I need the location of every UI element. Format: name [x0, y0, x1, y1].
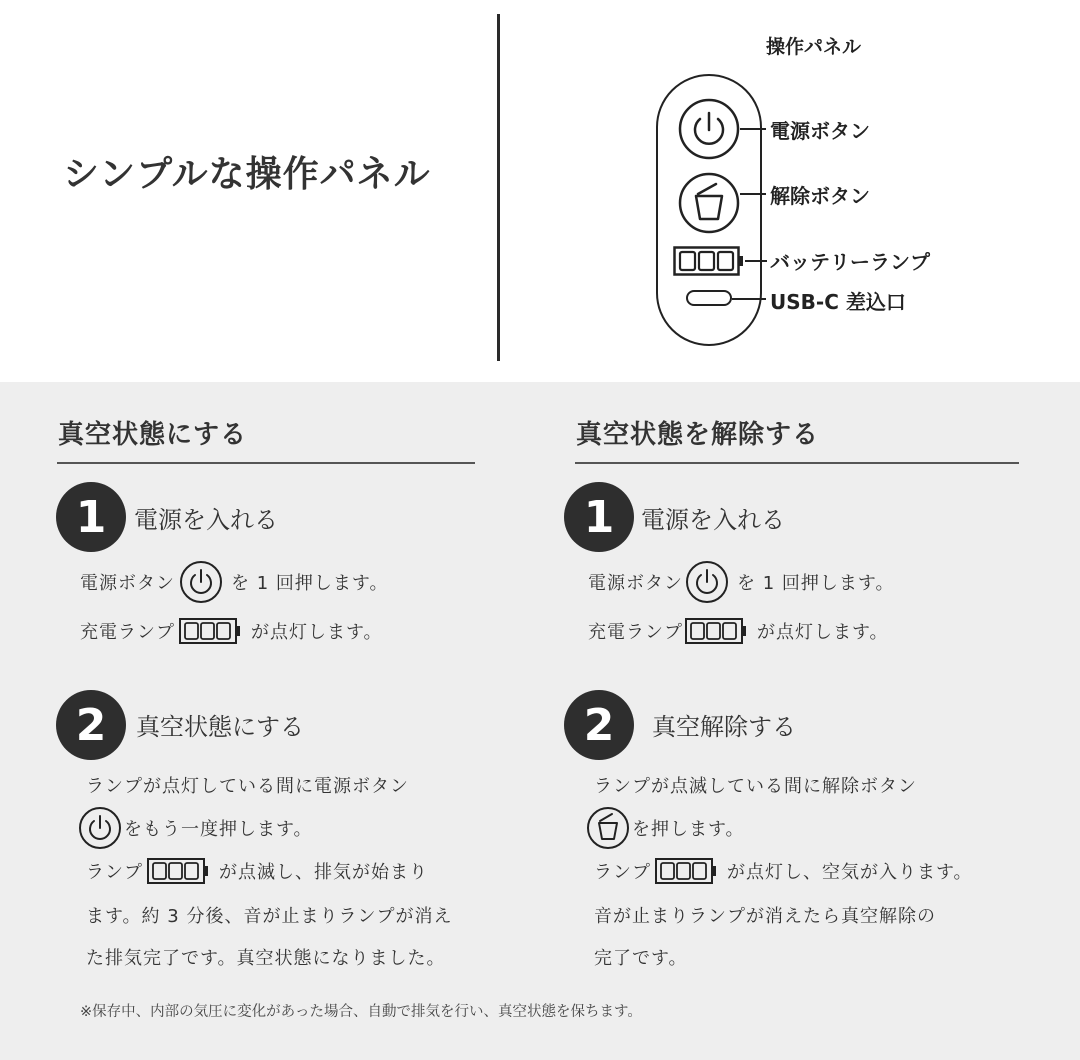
release-icon — [586, 806, 630, 850]
battery-lamp-callout: バッテリーランプ — [770, 250, 930, 274]
power-icon — [78, 806, 122, 850]
left-step1-title: 電源を入れる — [134, 506, 278, 534]
footnote: ※保存中、内部の気圧に変化があった場合、自動で排気を行い、真空状態を保ちます。 — [80, 1004, 642, 1020]
vertical-divider — [497, 14, 500, 361]
battery-lamp-icon — [685, 618, 747, 644]
left-step1-line2-text-a: 充電ランプ — [80, 622, 175, 643]
release-button-callout: 解除ボタン — [770, 184, 870, 208]
usb-leader-line — [732, 298, 766, 300]
right-step2-line2 — [586, 806, 745, 850]
panel-title: 操作パネル — [766, 36, 862, 58]
headline: シンプルな操作パネル — [63, 154, 431, 195]
release-leader-line — [740, 193, 766, 195]
left-step2-line3-text-b: が点滅し、排気が始まり — [219, 862, 428, 883]
right-step2-line4 — [594, 900, 936, 930]
left-step2-line5 — [86, 942, 446, 972]
left-step2-line5-text: た排気完了です。真空状態になりました。 — [86, 948, 446, 969]
left-step2-line2 — [78, 806, 313, 850]
right-step1-number: 1 — [564, 482, 634, 552]
left-step1-number: 1 — [56, 482, 126, 552]
right-step2-line3-text-b: が点灯し、空気が入ります。 — [727, 862, 973, 883]
right-step1-line2 — [588, 616, 889, 646]
right-step2-line5-text: 完了です。 — [594, 948, 688, 969]
power-icon — [179, 560, 223, 604]
right-step1-line2-text-b: が点灯します。 — [757, 622, 889, 643]
left-step2-line3-text-a: ランプ — [86, 862, 143, 883]
left-step2-line1-text: ランプが点灯している間に電源ボタン — [86, 776, 409, 797]
left-step1-line1-text-a: 電源ボタン — [80, 573, 175, 594]
right-section-rule — [575, 462, 1019, 464]
release-icon — [678, 172, 740, 234]
right-step2-line4-text: 音が止まりランプが消えたら真空解除の — [594, 906, 936, 927]
right-step2-line1 — [594, 770, 917, 800]
left-step2-number: 2 — [56, 690, 126, 760]
left-step2-line3 — [86, 856, 428, 886]
battery-lamp-icon — [179, 618, 241, 644]
right-step1-line1-text-a: 電源ボタン — [588, 573, 683, 594]
right-step1-title: 電源を入れる — [641, 506, 785, 534]
right-step1-line1-text-b: を 1 回押します。 — [737, 573, 895, 594]
left-section-title: 真空状態にする — [58, 420, 248, 450]
battery-lamp-icon — [673, 246, 745, 276]
power-icon — [678, 98, 740, 160]
right-step2-number: 2 — [564, 690, 634, 760]
left-step2-line4-text: ます。約 3 分後、音が止まりランプが消え — [86, 906, 453, 927]
power-leader-line — [740, 128, 766, 130]
left-step1-line1-text-b: を 1 回押します。 — [231, 573, 389, 594]
right-step2-title: 真空解除する — [652, 713, 796, 741]
right-step2-line2-text: を押します。 — [632, 819, 745, 840]
top-area — [0, 0, 1080, 382]
left-step2-title: 真空状態にする — [136, 713, 304, 741]
usb-c-port-icon — [686, 290, 732, 306]
battery-lamp-icon — [655, 858, 717, 884]
right-step2-line5 — [594, 942, 688, 972]
power-icon — [685, 560, 729, 604]
left-step1-line2 — [80, 616, 383, 646]
left-step2-line1 — [86, 770, 409, 800]
battery-lamp-icon — [147, 858, 209, 884]
right-step2-line1-text: ランプが点滅している間に解除ボタン — [594, 776, 917, 797]
power-button-callout: 電源ボタン — [770, 119, 870, 143]
left-step1-line2-text-b: が点灯します。 — [251, 622, 383, 643]
right-step1-line1 — [588, 560, 894, 604]
usb-c-callout: USB-C 差込口 — [770, 290, 906, 314]
right-step1-line2-text-a: 充電ランプ — [588, 622, 683, 643]
left-section-rule — [57, 462, 475, 464]
right-step2-line3-text-a: ランプ — [594, 862, 651, 883]
left-step2-line4 — [86, 900, 452, 930]
left-step1-line1 — [80, 560, 388, 604]
left-step2-line2-text: をもう一度押します。 — [124, 819, 313, 840]
right-section-title: 真空状態を解除する — [576, 420, 820, 450]
right-step2-line3 — [594, 856, 973, 886]
battery-leader-line — [745, 260, 767, 262]
